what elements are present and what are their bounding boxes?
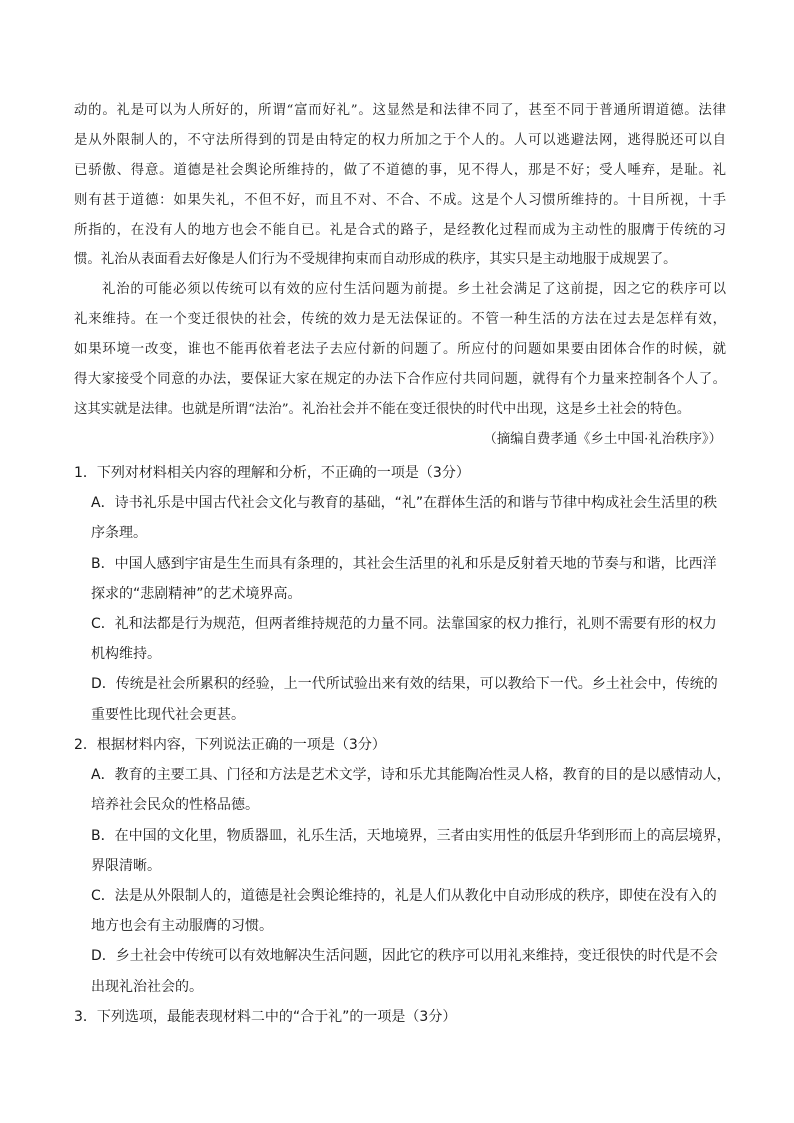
question-1 xyxy=(74,458,734,730)
option-c-continued: 地方也会有主动服膺的习惯。 xyxy=(91,918,273,935)
passage-source: （摘编自费孝通《乡土中国·礼治秩序》） xyxy=(483,432,722,447)
passage-line: 得大家接受个同意的办法，要保证大家在规定的办法下合作应付共同问题，就得有个力量来控制各个人了。 xyxy=(74,372,726,388)
question-stem: 1．下列对材料相关内容的理解和分析，不正确的一项是（3分） xyxy=(74,465,470,481)
passage-line: 则有甚于道德：如果失礼，不但不好，而且不对、不合、不成。这是个人习惯所维持的。十目所视，十手 xyxy=(74,192,726,208)
passage-line: 所指的，在没有人的地方也会不能自已。礼是合式的路子，是经教化过程而成为主动性的服膺于传统的习 xyxy=(74,222,726,238)
option-c[interactable]: C．法是从外限制人的，道德是社会舆论维持的，礼是人们从教化中自动形成的秩序，即使在没有入的 xyxy=(91,887,717,904)
option-c[interactable]: C．礼和法都是行为规范，但两者维持规范的力量不同。法靠国家的权力推行，礼则不需要有形的权力 xyxy=(91,615,717,632)
option-a-continued: 序条理。 xyxy=(91,525,147,542)
passage-line: 如果环境一改变，谁也不能再依着老法子去应付新的问题了。所应付的问题如果要由团体合作的时候，就 xyxy=(74,342,726,358)
question-3 xyxy=(74,1002,734,1032)
passage-line: 礼治的可能必须以传统可以有效的应付生活问题为前提。乡土社会满足了这前提，因之它的秩序可以 xyxy=(102,282,726,298)
option-c-continued: 机构维持。 xyxy=(91,646,161,663)
passage-line: 动的。礼是可以为人所好的，所谓“富而好礼”。这显然是和法律不同了，甚至不同于普通所谓道德。法律 xyxy=(74,103,726,118)
option-a-continued: 培养社会民众的性格品德。 xyxy=(91,797,259,814)
passage-line: 已骄傲、得意。道德是社会舆论所维持的，做了不道德的事，见不得人，那是不好；受人唾弃，是耻。礼 xyxy=(74,162,726,178)
option-a[interactable]: A．诗书礼乐是中国古代社会文化与教育的基础，“礼”在群体生活的和谐与节律中构成社会生活里的秩 xyxy=(91,495,718,512)
option-b[interactable]: B．中国人感到宇宙是生生而具有条理的，其社会生活里的礼和乐是反射着天地的节奏与和谐，比西洋 xyxy=(91,555,717,572)
option-d[interactable]: D．传统是社会所累积的经验，上一代所试验出来有效的结果，可以教给下一代。乡土社会中，传统的 xyxy=(91,676,718,693)
question-stem: 2．根据材料内容，下列说法正确的一项是（3分） xyxy=(74,737,386,753)
option-a[interactable]: A．教育的主要工具、门径和方法是艺术文学，诗和乐尤其能陶冶性灵人格，教育的目的是以感情动人， xyxy=(91,767,731,784)
passage-line: 礼来维持。在一个变迁很快的社会，传统的效力是无法保证的。不管一种生活的方法在过去是怎样有效， xyxy=(74,312,726,328)
option-d-continued: 重要性比现代社会更甚。 xyxy=(91,706,245,723)
passage-line: 是从外限制人的，不守法所得到的罚是由特定的权力所加之于个人的。人可以逃避法网，逃得脱还可以自 xyxy=(74,132,726,148)
passage-line: 惯。礼治从表面看去好像是人们行为不受规律拘束而自动形成的秩序，其实只是主动地服于成规罢了。 xyxy=(74,252,677,268)
option-b-continued: 界限清晰。 xyxy=(91,857,161,874)
reading-passage xyxy=(74,96,726,425)
passage-line: 这其实就是法律。也就是所谓“法治”。礼治社会并不能在变迁很快的时代中出现，这是乡土社会的特色。 xyxy=(74,401,691,417)
question-stem: 3．下列选项，最能表现材料二中的“合于礼”的一项是（3分） xyxy=(74,1009,457,1025)
question-2 xyxy=(74,730,734,1002)
option-d[interactable]: D．乡土社会中传统可以有效地解决生活问题，因此它的秩序可以用礼来维持，变迁很快的时代是不会 xyxy=(91,948,718,965)
option-b-continued: 探求的“悲剧精神”的艺术境界高。 xyxy=(91,585,302,602)
option-b[interactable]: B．在中国的文化里，物质器皿，礼乐生活，天地境界，三者由实用性的低层升华到形而上的高层境界， xyxy=(91,827,731,844)
option-d-continued: 出现礼治社会的。 xyxy=(91,978,203,995)
